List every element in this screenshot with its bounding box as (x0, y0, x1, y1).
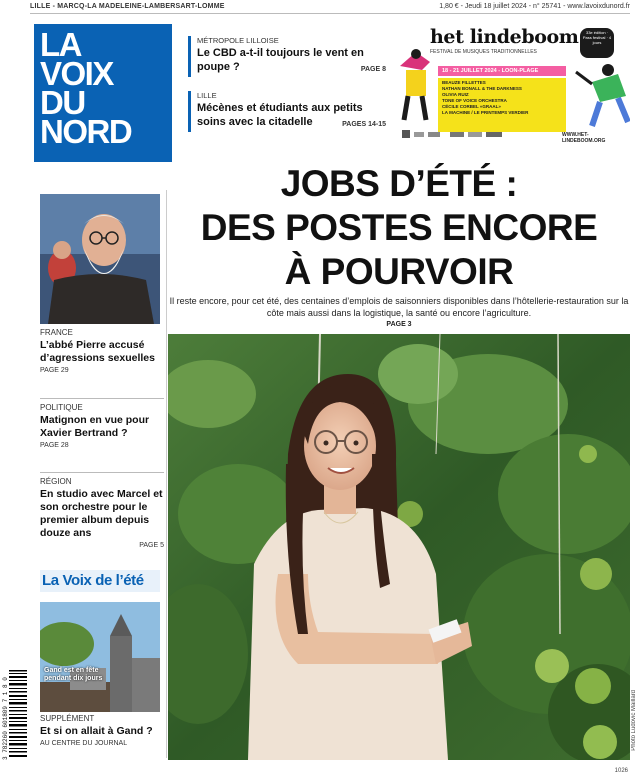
logo-line: DU (40, 84, 85, 121)
festival-ad[interactable] (396, 22, 630, 148)
sidebar-rubric: FRANCE (40, 328, 73, 337)
sidebar-title: Matignon en vue pour Xavier Bertrand ? (40, 414, 150, 439)
main-headline[interactable] (168, 162, 630, 294)
logo-line: LA (40, 26, 81, 63)
supplement-cover[interactable] (40, 570, 160, 712)
photo-credit: Photo Ludovic Maillard (631, 690, 637, 751)
abbe-pierre-photo[interactable] (40, 194, 160, 324)
sidebar-page: PAGE 28 (40, 442, 69, 449)
teaser-page: PAGE 8 (360, 66, 386, 73)
sidebar-title: Et si on allait à Gand ? (40, 725, 153, 737)
divider (40, 398, 164, 399)
teaser-cbd[interactable] (188, 36, 386, 77)
teaser-rubric: MÉTROPOLE LILLOISE (197, 36, 279, 45)
issue-info (439, 3, 630, 10)
ad-brand: het lindeboom (430, 26, 579, 48)
sidebar-item-studio[interactable] (40, 477, 164, 549)
lineup-item: OLIVIA RUIZ (442, 92, 469, 97)
edition-label: LILLE - MARCQ-LA MADELEINE-LAMBERSART-LOMME (30, 3, 225, 10)
headline-line: JOBS D’ÉTÉ : (280, 163, 518, 204)
sidebar-page: PAGE 29 (40, 367, 69, 374)
column-divider (166, 190, 167, 758)
barcode-digits: 3 782260 601809 7 1 8 0 (2, 677, 9, 760)
masthead-logo[interactable] (34, 24, 172, 162)
teaser-page: PAGES 14-15 (342, 121, 386, 128)
supplement-cover-image (40, 570, 160, 712)
bottom-code: 1026 (614, 768, 628, 774)
issue-number: - n° 25741 (528, 3, 562, 10)
ad-dates: 18 - 21 JUILLET 2024 - LOON-PLAGE (442, 68, 539, 74)
lede-page: PAGE 3 (386, 321, 412, 328)
portrait-image (40, 194, 160, 324)
teaser-title: Le CBD a-t-il toujours le vent en poupe ? PAGE 8 (197, 46, 386, 74)
logo-line: VOIX (40, 55, 113, 92)
ad-badge: 33e édition · Pass festival · 4 jours (582, 30, 612, 45)
lineup-item: TONE OF VOICE ORCHESTRA (442, 98, 507, 103)
ad-subtitle: FESTIVAL DE MUSIQUES TRADITIONNELLES (430, 49, 537, 55)
sidebar-page: AU CENTRE DU JOURNAL (40, 740, 128, 747)
website: - www.lavoixdunord.fr (563, 3, 630, 10)
logo-line: NORD (40, 113, 132, 150)
ad-lineup (442, 80, 532, 116)
sidebar-title: En studio avec Marcel et son orchestre pour le premier album depuis douze ans (40, 488, 163, 539)
lineup-item: NATHAN BONALL & THE DARKNESS (442, 86, 522, 91)
lineup-item: LA MACHINE / LE PRINTEMPS VERDIER (442, 110, 529, 115)
lede-paragraph (168, 295, 630, 331)
lede-text: Il reste encore, pour cet été, des centaines d’emplois de saisonniers disponibles dans l’hôtellerie-restauration sur la côte mais aussi dans la logistique, la santé ou encore l’agriculture. (169, 296, 629, 318)
sidebar-item-gand[interactable] (40, 714, 164, 747)
teaser-rubric: LILLE (197, 91, 217, 100)
sidebar-item-abbe-pierre[interactable] (40, 328, 164, 374)
teaser-citadelle[interactable] (188, 91, 386, 132)
main-photo[interactable] (168, 334, 630, 760)
headline-line: DES POSTES ENCORE (200, 207, 598, 248)
sidebar-title: L’abbé Pierre accusé d’agressions sexuelles (40, 339, 155, 364)
teaser-title: Mécènes et étudiants aux petits soins avec la citadelle PAGES 14-15 (197, 101, 386, 129)
sidebar-item-matignon[interactable] (40, 403, 164, 449)
price-date: 1,80 € - Jeudi 18 juillet 2024 (439, 3, 527, 10)
barcode-bars (8, 668, 34, 760)
lineup-item: BEAUZE FILLETTES (442, 80, 486, 85)
ad-url[interactable]: WWW.HET-LINDEBOOM.ORG (562, 132, 606, 144)
headline-line: À POURVOIR (284, 251, 514, 292)
sidebar-rubric: SUPPLÉMENT (40, 714, 95, 723)
supplement-caption: Gand est en fête pendant dix jours (44, 667, 103, 682)
supplement-title: La Voix de l’été (42, 572, 144, 589)
greenhouse-worker-photo (168, 334, 630, 760)
sidebar-rubric: POLITIQUE (40, 403, 83, 412)
barcode (2, 668, 28, 760)
lineup-item: CÉCILE CORBEL «GRAAL» (442, 104, 501, 109)
top-info-bar (30, 0, 630, 14)
sidebar-page: PAGE 5 (139, 542, 164, 549)
divider (40, 472, 164, 473)
sidebar-rubric: RÉGION (40, 477, 72, 486)
